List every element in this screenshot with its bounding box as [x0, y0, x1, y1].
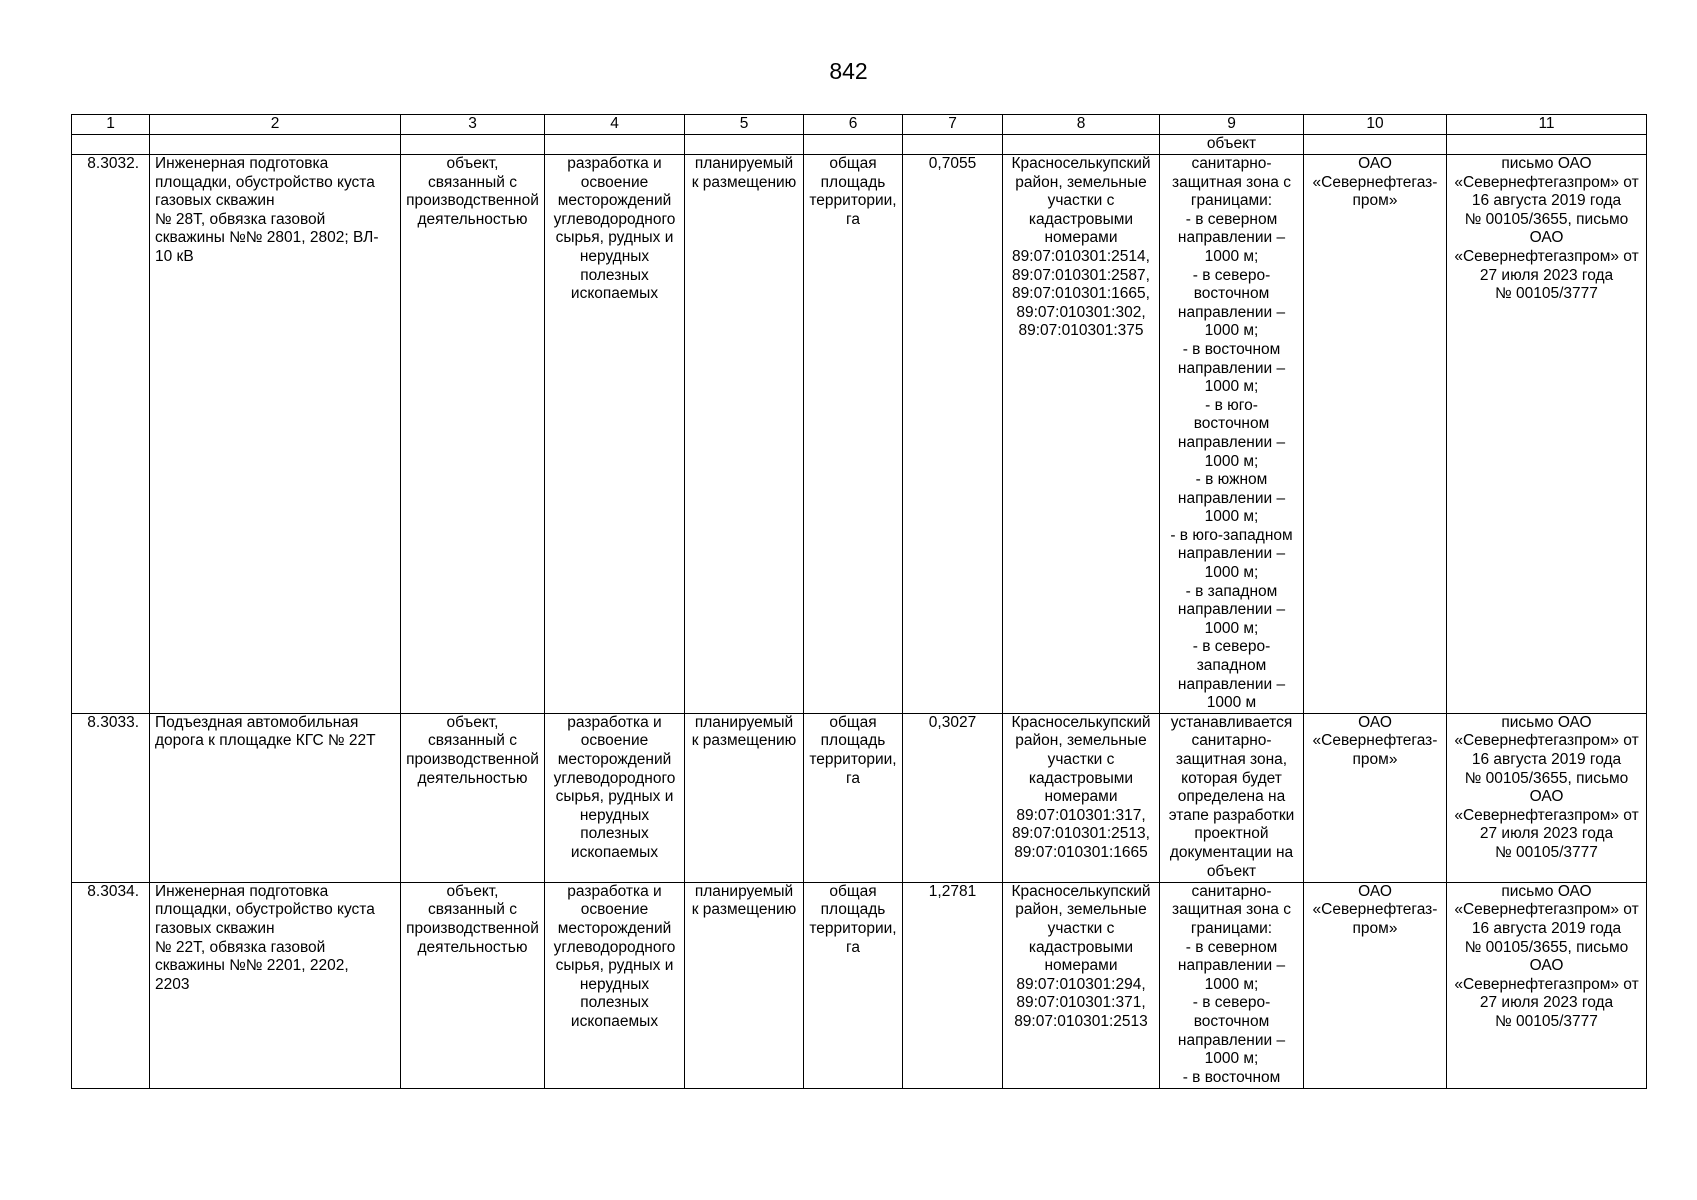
basis-document: письмо ОАО «Севернефтегазпром» от 16 августа 2019 года № 00105/3655, письмо ОАО «Севернефтегазпром» от 27 июля 2023 года № 00105/3777	[1447, 155, 1647, 714]
column-number: 8	[1003, 115, 1160, 135]
organization: ОАО «Севернефтегаз- пром»	[1304, 882, 1447, 1088]
metric-value: 0,7055	[903, 155, 1003, 714]
metric-name: общая площадь территории, га	[804, 882, 903, 1088]
object-purpose: разработка и освоение месторождений углеводородного сырья, рудных и нерудных полезных ископаемых	[545, 713, 685, 882]
continuation-cell	[401, 135, 545, 155]
object-type: объект, связанный с производственной деятельностью	[401, 882, 545, 1088]
object-purpose: разработка и освоение месторождений углеводородного сырья, рудных и нерудных полезных ископаемых	[545, 882, 685, 1088]
continuation-cell	[72, 135, 150, 155]
continuation-cell	[804, 135, 903, 155]
column-number: 3	[401, 115, 545, 135]
object-name: Инженерная подготовка площадки, обустройство куста газовых скважин № 22Т, обвязка газовой скважины №№ 2201, 2202, 2203	[150, 882, 401, 1088]
column-number: 4	[545, 115, 685, 135]
object-status: планируемый к размещению	[685, 713, 804, 882]
object-type: объект, связанный с производственной деятельностью	[401, 155, 545, 714]
column-number-row	[72, 115, 1647, 135]
restriction-zone: устанавливается санитарно- защитная зона, которая будет определена на этапе разработки проектной документации на объект	[1160, 713, 1304, 882]
row-number: 8.3032.	[72, 155, 150, 714]
object-status: планируемый к размещению	[685, 155, 804, 714]
object-status: планируемый к размещению	[685, 882, 804, 1088]
object-location: Красноселькупский район, земельные участки с кадастровыми номерами 89:07:010301:2514, 89:07:010301:2587, 89:07:010301:1665, 89:07:010301:302, 89:07:010301:375	[1003, 155, 1160, 714]
column-number: 6	[804, 115, 903, 135]
continuation-row	[72, 135, 1647, 155]
page-number: 842	[829, 58, 868, 84]
column-number: 2	[150, 115, 401, 135]
registry-table	[71, 114, 1647, 1089]
continuation-cell	[545, 135, 685, 155]
row-number: 8.3034.	[72, 882, 150, 1088]
column-number: 11	[1447, 115, 1647, 135]
column-number: 7	[903, 115, 1003, 135]
continuation-cell	[685, 135, 804, 155]
continuation-cell	[1003, 135, 1160, 155]
organization: ОАО «Севернефтегаз- пром»	[1304, 155, 1447, 714]
restriction-zone: санитарно- защитная зона с границами: - в северном направлении – 1000 м; - в северо- восточном направлении – 1000 м; - в восточном направлении – 1000 м; - в юго- восточном направлении – 1000 м; - в южном направлении – 1000 м; - в юго-западном направлении – 1000 м; - в западном направлении – 1000 м; - в северо- западном направлении – 1000 м	[1160, 155, 1304, 714]
restriction-zone: санитарно- защитная зона с границами: - в северном направлении – 1000 м; - в северо- восточном направлении – 1000 м; - в восточном	[1160, 882, 1304, 1088]
column-number: 1	[72, 115, 150, 135]
metric-value: 0,3027	[903, 713, 1003, 882]
metric-name: общая площадь территории, га	[804, 713, 903, 882]
continuation-cell	[1447, 135, 1647, 155]
organization: ОАО «Севернефтегаз- пром»	[1304, 713, 1447, 882]
object-name: Подъездная автомобильная дорога к площадке КГС № 22Т	[150, 713, 401, 882]
object-location: Красноселькупский район, земельные участки с кадастровыми номерами 89:07:010301:294, 89:07:010301:371, 89:07:010301:2513	[1003, 882, 1160, 1088]
basis-document: письмо ОАО «Севернефтегазпром» от 16 августа 2019 года № 00105/3655, письмо ОАО «Севернефтегазпром» от 27 июля 2023 года № 00105/3777	[1447, 713, 1647, 882]
row-number: 8.3033.	[72, 713, 150, 882]
basis-document: письмо ОАО «Севернефтегазпром» от 16 августа 2019 года № 00105/3655, письмо ОАО «Севернефтегазпром» от 27 июля 2023 года № 00105/3777	[1447, 882, 1647, 1088]
continuation-cell: объект	[1160, 135, 1304, 155]
table-row	[72, 155, 1647, 714]
column-number: 9	[1160, 115, 1304, 135]
continuation-cell	[903, 135, 1003, 155]
column-number: 10	[1304, 115, 1447, 135]
metric-name: общая площадь территории, га	[804, 155, 903, 714]
metric-value: 1,2781	[903, 882, 1003, 1088]
column-number: 5	[685, 115, 804, 135]
object-type: объект, связанный с производственной деятельностью	[401, 713, 545, 882]
object-location: Красноселькупский район, земельные участки с кадастровыми номерами 89:07:010301:317, 89:07:010301:2513, 89:07:010301:1665	[1003, 713, 1160, 882]
continuation-cell	[1304, 135, 1447, 155]
object-purpose: разработка и освоение месторождений углеводородного сырья, рудных и нерудных полезных ископаемых	[545, 155, 685, 714]
table-row	[72, 882, 1647, 1088]
table-row	[72, 713, 1647, 882]
continuation-cell	[150, 135, 401, 155]
object-name: Инженерная подготовка площадки, обустройство куста газовых скважин № 28Т, обвязка газовой скважины №№ 2801, 2802; ВЛ- 10 кВ	[150, 155, 401, 714]
